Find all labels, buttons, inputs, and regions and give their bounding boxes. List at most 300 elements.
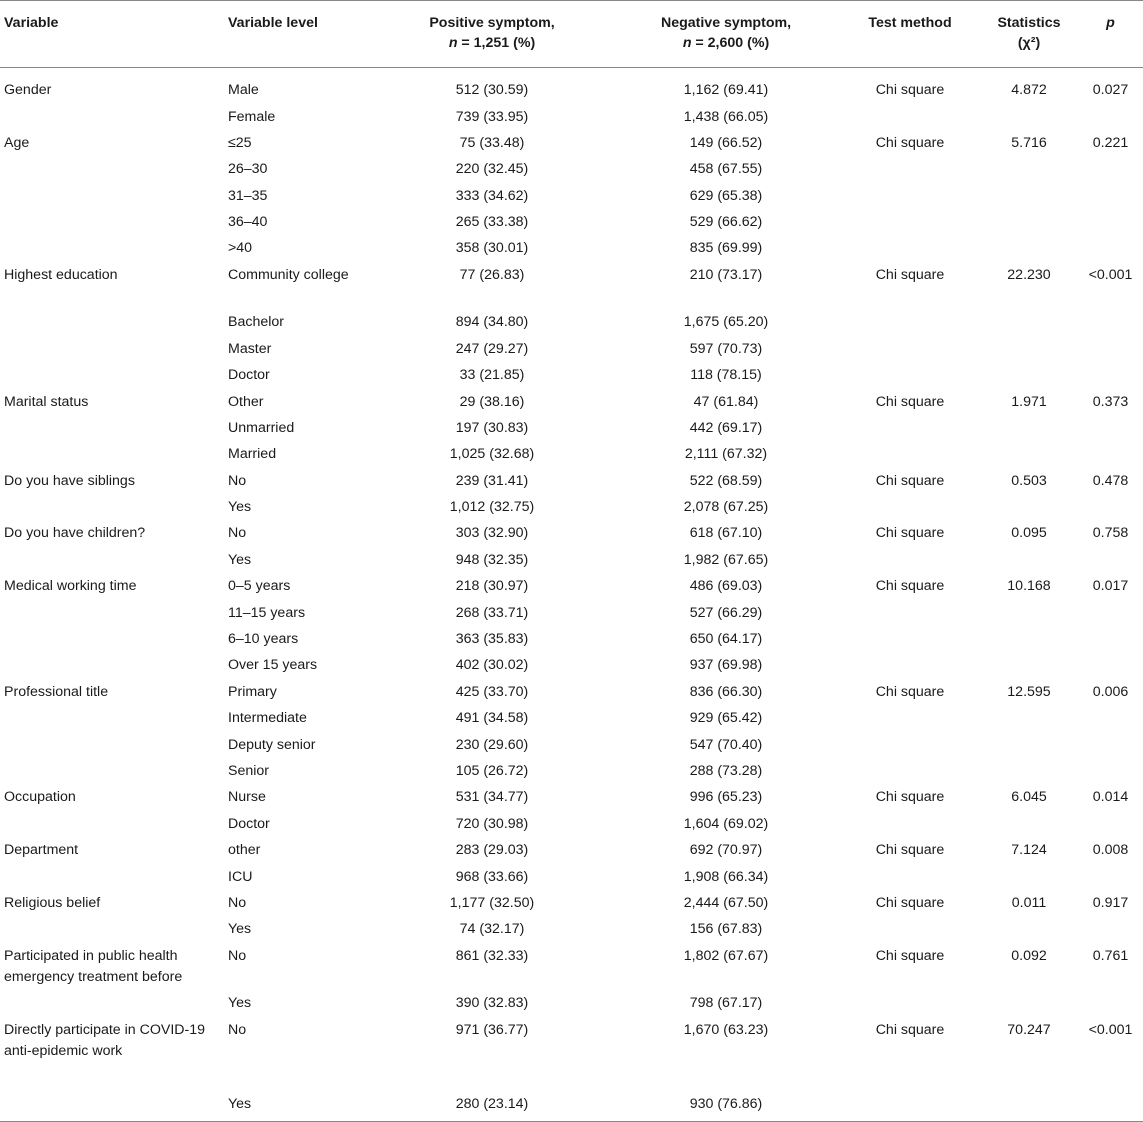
table-body — [0, 68, 1143, 1122]
cell-p-value: 0.008 — [1092, 842, 1129, 859]
cell-negative: 618 (67.10) — [689, 525, 763, 542]
cell-p-value — [1078, 811, 1143, 837]
header-statistics — [980, 1, 1078, 68]
table-row — [0, 732, 1143, 758]
cell-positive: 861 (32.33) — [455, 947, 529, 964]
cell-negative: 2,078 (67.25) — [683, 499, 769, 516]
cell-positive: 247 (29.27) — [455, 340, 529, 357]
table-row — [0, 679, 1143, 705]
table-row — [0, 415, 1143, 441]
cell-statistics: 0.095 — [1011, 525, 1047, 542]
cell-test-method: Chi square — [875, 842, 945, 859]
table-row — [0, 309, 1143, 335]
cell-variable — [0, 415, 224, 441]
table-row — [0, 209, 1143, 235]
table-row — [0, 104, 1143, 130]
header-negative-line1: Negative symptom, — [660, 15, 792, 31]
table-row — [0, 362, 1143, 388]
cell-variable-level: No — [228, 947, 247, 964]
cell-variable-level: ≤25 — [228, 134, 252, 151]
cell-variable: Directly participate in COVID-19 anti-epidemic work — [4, 1021, 206, 1059]
cell-variable — [0, 104, 224, 130]
cell-statistics — [980, 209, 1078, 235]
cell-negative: 937 (69.98) — [689, 657, 763, 674]
cell-variable-level: No — [228, 1021, 247, 1038]
cell-test-method — [840, 547, 980, 573]
cell-test-method — [840, 626, 980, 652]
header-positive-line1: Positive symptom, — [429, 15, 555, 31]
header-positive-symptom — [372, 1, 612, 68]
cell-variable — [0, 732, 224, 758]
cell-variable: Do you have siblings — [4, 472, 135, 489]
cell-positive: 74 (32.17) — [459, 921, 525, 938]
header-negative-line2 — [616, 33, 836, 53]
cell-p-value — [1078, 494, 1143, 520]
cell-negative: 529 (66.62) — [689, 214, 763, 231]
cell-negative: 650 (64.17) — [689, 631, 763, 648]
cell-negative: 527 (66.29) — [689, 604, 763, 621]
table-row — [0, 1017, 1143, 1091]
cell-statistics: 5.716 — [1011, 134, 1047, 151]
cell-p-value: 0.917 — [1092, 894, 1129, 911]
cell-test-method — [840, 104, 980, 130]
cell-statistics: 10.168 — [1007, 578, 1051, 595]
cell-positive: 333 (34.62) — [455, 187, 529, 204]
cell-statistics — [980, 990, 1078, 1016]
cell-statistics — [980, 235, 1078, 261]
table-row — [0, 183, 1143, 209]
cell-p-value — [1078, 104, 1143, 130]
table-row — [0, 389, 1143, 415]
cell-statistics — [980, 183, 1078, 209]
cell-statistics — [980, 600, 1078, 626]
cell-negative: 547 (70.40) — [689, 736, 763, 753]
cell-variable: Medical working time — [4, 578, 137, 595]
cell-positive: 280 (23.14) — [372, 1091, 612, 1122]
cell-negative: 210 (73.17) — [689, 266, 763, 283]
cell-positive: 968 (33.66) — [455, 868, 529, 885]
cell-variable-level: 0–5 years — [228, 578, 291, 595]
cell-statistics — [980, 441, 1078, 467]
cell-statistics: 6.045 — [1011, 789, 1047, 806]
table-row — [0, 1091, 1143, 1122]
cell-positive: 268 (33.71) — [455, 604, 529, 621]
cell-variable: Age — [4, 134, 30, 151]
cell-positive: 1,177 (32.50) — [449, 894, 535, 911]
cell-variable — [0, 916, 224, 942]
cell-negative: 1,802 (67.67) — [683, 947, 769, 964]
table-row — [0, 943, 1143, 991]
cell-variable — [0, 758, 224, 784]
cell-statistics: 22.230 — [1007, 266, 1051, 283]
header-variable-level: Variable level — [224, 1, 372, 68]
cell-positive: 77 (26.83) — [459, 266, 525, 283]
header-negative-count: = 2,600 (%) — [691, 35, 770, 51]
cell-negative: 692 (70.97) — [689, 842, 763, 859]
table-row — [0, 468, 1143, 494]
cell-test-method — [840, 600, 980, 626]
cell-statistics: 0.011 — [1011, 894, 1047, 911]
cell-statistics: 4.872 — [1011, 82, 1047, 98]
cell-test-method — [840, 652, 980, 678]
cell-variable-level: 11–15 years — [228, 604, 306, 621]
cell-test-method: Chi square — [875, 789, 945, 806]
cell-positive: 220 (32.45) — [455, 161, 529, 178]
table-row — [0, 890, 1143, 916]
table-row — [0, 837, 1143, 863]
table-row — [0, 130, 1143, 156]
cell-p-value — [1078, 209, 1143, 235]
cell-negative: 1,670 (63.23) — [683, 1021, 769, 1038]
table-row — [0, 573, 1143, 599]
cell-variable: Highest education — [4, 266, 118, 283]
cell-variable: Do you have children? — [4, 525, 146, 542]
cell-variable-level: Deputy senior — [228, 736, 316, 753]
cell-statistics — [980, 156, 1078, 182]
cell-variable: Professional title — [4, 683, 109, 700]
header-test-method: Test method — [840, 1, 980, 68]
cell-positive: 971 (36.77) — [455, 1021, 529, 1038]
cell-p-value — [1078, 362, 1143, 388]
cell-test-method: Chi square — [875, 1021, 945, 1038]
cell-p-value: 0.017 — [1092, 578, 1129, 595]
cell-negative: 929 (65.42) — [689, 710, 763, 727]
cell-positive: 425 (33.70) — [455, 683, 529, 700]
cell-variable — [0, 156, 224, 182]
cell-negative: 2,111 (67.32) — [684, 446, 768, 463]
cell-statistics — [980, 732, 1078, 758]
cell-positive: 363 (35.83) — [455, 631, 529, 648]
cell-test-method: Chi square — [875, 82, 945, 98]
cell-variable-level: 6–10 years — [228, 631, 299, 648]
cell-positive: 739 (33.95) — [455, 108, 529, 125]
cell-p-value — [1078, 441, 1143, 467]
cell-positive: 283 (29.03) — [455, 842, 529, 859]
cell-variable-level: Intermediate — [228, 710, 307, 727]
table-row — [0, 520, 1143, 546]
cell-statistics — [980, 916, 1078, 942]
cell-variable — [0, 235, 224, 261]
cell-variable-level: 26–30 — [228, 161, 268, 178]
cell-negative: 149 (66.52) — [689, 134, 763, 151]
cell-negative: 156 (67.83) — [689, 921, 763, 938]
cell-p-value — [1078, 990, 1143, 1016]
cell-variable-level: Yes — [228, 551, 252, 568]
cell-test-method — [840, 732, 980, 758]
cell-statistics — [980, 811, 1078, 837]
cell-negative: 836 (66.30) — [689, 683, 763, 700]
cell-negative: 1,908 (66.34) — [683, 868, 769, 885]
cell-statistics: 12.595 — [1007, 683, 1051, 700]
header-statistics-line1: Statistics — [997, 15, 1061, 31]
table-row — [0, 758, 1143, 784]
cell-positive: 197 (30.83) — [455, 419, 529, 436]
cell-variable — [0, 652, 224, 678]
cell-positive: 358 (30.01) — [455, 240, 529, 257]
cell-test-method: Chi square — [875, 525, 945, 542]
cell-variable — [0, 362, 224, 388]
cell-variable-level: Doctor — [228, 815, 270, 832]
header-negative-symptom — [612, 1, 840, 68]
cell-test-method — [840, 494, 980, 520]
cell-p-value: <0.001 — [1088, 1021, 1133, 1038]
table-header — [0, 1, 1143, 68]
cell-positive: 720 (30.98) — [455, 815, 529, 832]
cell-variable-level: Yes — [228, 499, 252, 516]
cell-test-method — [840, 990, 980, 1016]
cell-variable: Participated in public health emergency treatment before — [4, 947, 183, 985]
cell-test-method: Chi square — [875, 472, 945, 489]
cell-negative: 629 (65.38) — [689, 187, 763, 204]
header-row — [0, 1, 1143, 68]
cell-p-value — [1078, 183, 1143, 209]
cell-negative: 118 (78.15) — [690, 367, 762, 384]
table-row — [0, 494, 1143, 520]
cell-statistics: 7.124 — [1011, 842, 1047, 859]
cell-variable-level: ICU — [228, 868, 253, 885]
table-row — [0, 262, 1143, 310]
header-p-value — [1078, 1, 1143, 68]
cell-p-value — [1078, 336, 1143, 362]
cell-test-method — [840, 415, 980, 441]
cell-variable-level: Senior — [228, 762, 270, 779]
cell-positive: 948 (32.35) — [455, 551, 529, 568]
header-statistics-line2: (χ²) — [1017, 35, 1041, 51]
cell-p-value — [1078, 864, 1143, 890]
cell-test-method — [840, 309, 980, 335]
cell-test-method — [840, 209, 980, 235]
header-p-label: p — [1106, 15, 1115, 31]
cell-statistics — [980, 362, 1078, 388]
cell-positive: 512 (30.59) — [455, 82, 529, 98]
cell-variable — [0, 705, 224, 731]
cell-variable-level: Over 15 years — [228, 657, 318, 674]
cell-positive: 75 (33.48) — [459, 134, 525, 151]
cell-positive: 29 (38.16) — [459, 393, 525, 410]
cell-positive: 531 (34.77) — [455, 789, 529, 806]
cell-variable-level: No — [228, 525, 247, 542]
cell-negative: 1,982 (67.65) — [683, 551, 769, 568]
cell-variable — [0, 1091, 224, 1122]
cell-test-method — [840, 441, 980, 467]
cell-variable: Occupation — [4, 789, 76, 806]
cell-p-value — [1078, 626, 1143, 652]
cell-negative: 835 (69.99) — [689, 240, 763, 257]
cell-statistics — [980, 864, 1078, 890]
header-negative-n: n — [682, 35, 692, 51]
table-row — [0, 336, 1143, 362]
cell-positive: 33 (21.85) — [459, 367, 525, 384]
cell-negative: 930 (76.86) — [612, 1091, 840, 1122]
cell-statistics — [980, 336, 1078, 362]
cell-variable-level: Married — [228, 446, 277, 463]
cell-p-value — [1078, 309, 1143, 335]
cell-test-method — [840, 864, 980, 890]
table-row — [0, 441, 1143, 467]
cell-negative: 522 (68.59) — [689, 472, 763, 489]
cell-positive: 491 (34.58) — [455, 710, 529, 727]
cell-variable-level: Nurse — [228, 789, 266, 806]
cell-variable-level: Yes — [228, 921, 252, 938]
cell-p-value: 0.758 — [1092, 525, 1129, 542]
cell-positive: 218 (30.97) — [455, 578, 529, 595]
cell-p-value: 0.006 — [1092, 683, 1129, 700]
cell-statistics: 1.971 — [1011, 393, 1047, 410]
cell-negative: 1,675 (65.20) — [683, 314, 769, 331]
cell-p-value: 0.221 — [1092, 134, 1129, 151]
cell-variable — [0, 441, 224, 467]
cell-variable — [0, 811, 224, 837]
cell-positive: 402 (30.02) — [455, 657, 529, 674]
cell-p-value: 0.373 — [1092, 393, 1129, 410]
cell-variable-level: Community college — [228, 266, 349, 283]
cell-variable: Department — [4, 842, 79, 859]
cell-p-value — [1078, 916, 1143, 942]
cell-variable: Marital status — [4, 393, 89, 410]
cell-test-method: Chi square — [875, 947, 945, 964]
cell-p-value — [1078, 732, 1143, 758]
cell-statistics — [980, 705, 1078, 731]
cell-positive: 105 (26.72) — [455, 762, 529, 779]
cell-variable-level: No — [228, 894, 247, 911]
cell-positive: 303 (32.90) — [455, 525, 529, 542]
cell-variable — [0, 309, 224, 335]
cell-negative: 798 (67.17) — [689, 995, 763, 1012]
cell-test-method — [840, 758, 980, 784]
cell-positive: 894 (34.80) — [455, 314, 529, 331]
cell-test-method — [840, 362, 980, 388]
cell-negative: 597 (70.73) — [689, 340, 763, 357]
cell-variable-level: Doctor — [228, 367, 270, 384]
cell-variable: Religious belief — [4, 894, 101, 911]
cell-variable — [0, 336, 224, 362]
cell-p-value: 0.478 — [1092, 472, 1129, 489]
cell-variable — [0, 547, 224, 573]
cell-test-method — [840, 811, 980, 837]
cell-p-value: <0.001 — [1088, 266, 1133, 283]
table-row — [0, 235, 1143, 261]
header-variable: Variable — [0, 1, 224, 68]
cell-positive: 239 (31.41) — [455, 472, 529, 489]
cell-variable — [0, 990, 224, 1016]
table-row — [0, 916, 1143, 942]
table-row — [0, 705, 1143, 731]
table-row — [0, 68, 1143, 104]
cell-variable: Gender — [4, 82, 52, 98]
cell-variable-level: Male — [228, 82, 259, 98]
cell-negative: 458 (67.55) — [689, 161, 763, 178]
cell-p-value — [1078, 235, 1143, 261]
cell-test-method: Chi square — [875, 266, 945, 283]
cell-negative: 486 (69.03) — [689, 578, 763, 595]
cell-test-method: Chi square — [875, 393, 945, 410]
cell-p-value: 0.027 — [1092, 82, 1129, 98]
table-row — [0, 652, 1143, 678]
header-positive-count: = 1,251 (%) — [457, 35, 536, 51]
cell-variable — [0, 494, 224, 520]
cell-statistics — [980, 652, 1078, 678]
cell-variable-level: Other — [228, 393, 264, 410]
cell-variable-level: No — [228, 472, 247, 489]
cell-test-method: Chi square — [875, 578, 945, 595]
cell-positive: 265 (33.38) — [455, 214, 529, 231]
cell-positive: 1,025 (32.68) — [449, 446, 535, 463]
cell-statistics — [980, 1091, 1078, 1122]
cell-test-method — [840, 156, 980, 182]
cell-test-method — [840, 705, 980, 731]
cell-negative: 2,444 (67.50) — [683, 894, 769, 911]
cell-variable-level: Primary — [228, 683, 277, 700]
header-positive-line2 — [376, 33, 608, 53]
cell-variable-level: Master — [228, 340, 272, 357]
cell-positive: 230 (29.60) — [455, 736, 529, 753]
cell-negative: 1,604 (69.02) — [683, 815, 769, 832]
cell-statistics: 0.092 — [1011, 947, 1047, 964]
cell-variable — [0, 209, 224, 235]
cell-statistics — [980, 309, 1078, 335]
cell-test-method: Chi square — [875, 894, 945, 911]
cell-statistics — [980, 494, 1078, 520]
cell-variable-level: >40 — [228, 240, 253, 257]
cell-p-value — [1078, 705, 1143, 731]
cell-variable — [0, 626, 224, 652]
cell-test-method: Chi square — [875, 134, 945, 151]
cell-statistics — [980, 626, 1078, 652]
cell-variable-level: Female — [228, 108, 276, 125]
cell-statistics: 0.503 — [1011, 472, 1047, 489]
cell-variable-level: Unmarried — [228, 419, 295, 436]
cell-variable-level: Yes — [224, 1091, 372, 1122]
cell-statistics — [980, 547, 1078, 573]
table-row — [0, 626, 1143, 652]
cell-negative: 47 (61.84) — [693, 393, 759, 410]
cell-variable-level: other — [228, 842, 261, 859]
cell-negative: 996 (65.23) — [689, 789, 763, 806]
cell-p-value — [1078, 758, 1143, 784]
cell-variable-level: Bachelor — [228, 314, 284, 331]
cell-variable — [0, 183, 224, 209]
cell-test-method — [840, 183, 980, 209]
table-row — [0, 600, 1143, 626]
cell-statistics — [980, 415, 1078, 441]
table-row — [0, 990, 1143, 1016]
cell-negative: 1,438 (66.05) — [683, 108, 769, 125]
cell-variable — [0, 600, 224, 626]
cell-variable-level: Yes — [228, 995, 252, 1012]
table-row — [0, 864, 1143, 890]
cell-p-value — [1078, 600, 1143, 626]
cell-test-method — [840, 235, 980, 261]
cell-variable — [0, 864, 224, 890]
cell-statistics — [980, 758, 1078, 784]
cell-negative: 1,162 (69.41) — [683, 82, 769, 98]
cell-p-value — [1078, 415, 1143, 441]
cell-test-method: Chi square — [875, 683, 945, 700]
cell-variable-level: 36–40 — [228, 214, 268, 231]
cell-test-method — [840, 336, 980, 362]
cell-test-method — [840, 1091, 980, 1122]
cell-positive: 1,012 (32.75) — [449, 499, 535, 516]
table-row — [0, 784, 1143, 810]
table-row — [0, 547, 1143, 573]
cell-p-value: 0.014 — [1092, 789, 1129, 806]
cell-test-method — [840, 916, 980, 942]
header-positive-n: n — [448, 35, 458, 51]
table-row — [0, 156, 1143, 182]
cell-p-value — [1078, 1091, 1143, 1122]
table-row — [0, 811, 1143, 837]
cell-negative: 288 (73.28) — [689, 762, 763, 779]
